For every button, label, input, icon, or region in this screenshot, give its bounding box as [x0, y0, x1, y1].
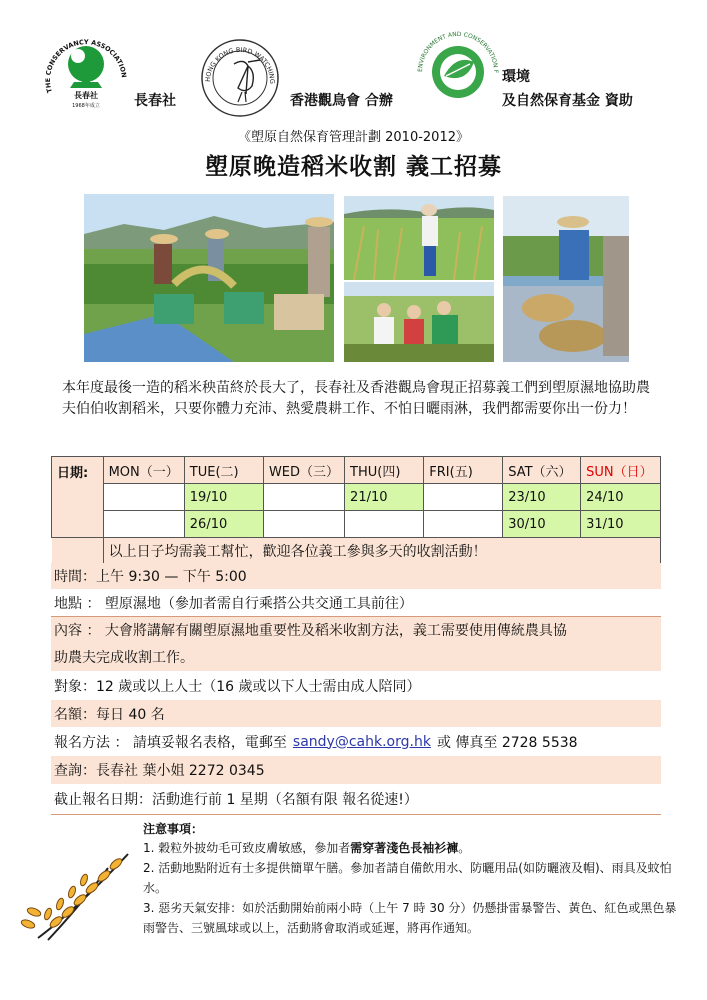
quota-row: 名額：每日 40 名 [51, 700, 661, 727]
photo-grain-in-hands [503, 196, 629, 362]
svg-text:HONG KONG BIRD WATCHING SOCIET: HONG KONG BIRD WATCHING [203, 45, 277, 84]
conservancy-association-logo [40, 26, 132, 110]
date-cell: 23/10 [503, 484, 581, 511]
date-cell [424, 511, 503, 538]
notes-list [143, 838, 683, 938]
day-header-tue: TUE(二) [184, 457, 263, 484]
day-header-fri: FRI(五) [424, 457, 503, 484]
svg-text:ENVIRONMENT AND CONSERVATION F: ENVIRONMENT AND CONSERVATION F [416, 30, 500, 74]
schedule-note: 以上日子均需義工幫忙，歡迎各位義工參與多天的收割活動！ [103, 538, 660, 565]
signup-row [51, 728, 661, 755]
day-header-sun: SUN（日） [581, 457, 661, 484]
hkbws-label: 香港觀鳥會 合辦 [290, 93, 393, 109]
schedule-table [51, 456, 661, 565]
day-header-sat: SAT（六） [503, 457, 581, 484]
note-item-1: 1. 穀粒外披幼毛可致皮膚敏感，參加者需穿著淺色長袖衫褲。 [143, 841, 471, 855]
photo-farmers-harvesting [84, 194, 334, 362]
intro-paragraph: 本年度最後一造的稻米秧苗終於長大了，長春社及香港觀鳥會現正招募義工們到塱原濕地協助農夫伯伯收割稻米，只要你體力充沛、熱愛農耕工作、不怕日曬雨淋，我們都需要你出一份力！ [62, 380, 650, 417]
content-row-2: 助農夫完成收割工作。 [51, 643, 661, 671]
note-item-2: 2. 活動地點附近有士多提供簡單午膳。參加者請自備飲用水、防曬用品(如防曬液及帽)、雨具及蚊怕水。 [143, 861, 672, 895]
ecf-label-line1: 環境 [502, 69, 530, 85]
photo-volunteers-group [344, 282, 494, 362]
ca-logo-text: 長春社 [74, 91, 98, 100]
date-cell [345, 511, 424, 538]
date-cell: 19/10 [184, 484, 263, 511]
ecf-logo [412, 26, 504, 118]
date-cell: 26/10 [184, 511, 263, 538]
enquiry-row: 查詢：長春社 葉小姐 2272 0345 [51, 756, 661, 784]
page-title: 塱原晚造稻米收割 義工招募 [204, 154, 502, 180]
day-header-mon: MON（一） [103, 457, 184, 484]
signup-email-link[interactable]: sandy@cahk.org.hk [292, 733, 431, 750]
svg-text:1968年成立: 1968年成立 [72, 103, 100, 109]
date-cell [103, 511, 184, 538]
location-row: 地點 ： 塱原濕地（參加者需自行乘搭公共交通工具前往） [54, 596, 413, 612]
day-header-wed: WED（三） [263, 457, 344, 484]
note-item-3: 3. 惡劣天氣安排：如於活動開始前兩小時（上午 7 時 30 分）仍懸掛雷暴警告、黃色、紅色或黑色暴雨警告、三號風球或以上，活動將會取消或延遲，將再作通知。 [143, 901, 677, 935]
hkbws-logo [198, 36, 282, 120]
content-row-1: 內容 ： 大會將講解有關塱原濕地重要性及稻米收割方法，義工需要使用傳統農具協 [51, 617, 661, 643]
date-cell: 30/10 [503, 511, 581, 538]
svg-text:THE CONSERVANCY ASSOCIATION: THE CONSERVANCY ASSOCIATION [43, 38, 128, 94]
date-cell: 21/10 [345, 484, 424, 511]
time-row: 時間：上午 9:30 — 下午 5:00 [51, 563, 661, 589]
ca-label: 長春社 [134, 93, 176, 109]
date-label: 日期: [52, 457, 104, 538]
signup-prefix: 報名方法 ： 請填妥報名表格，電郵至 [54, 734, 287, 751]
date-cell [424, 484, 503, 511]
target-row: 對象：12 歲或以上人士（16 歲或以下人士需由成人陪同） [54, 678, 421, 695]
day-header-thu: THU(四) [345, 457, 424, 484]
ecf-label-line2: 及自然保育基金 資助 [502, 93, 633, 109]
project-subtitle: 《塱原自然保育管理計劃 2010-2012》 [238, 130, 469, 145]
signup-suffix: 或 傳真至 2728 5538 [436, 734, 578, 751]
notes-title: 注意事項： [143, 822, 204, 836]
date-cell [263, 484, 344, 511]
date-cell: 31/10 [581, 511, 661, 538]
date-cell [263, 511, 344, 538]
wheat-icon [18, 848, 136, 944]
photo-rice-stalks [344, 196, 494, 280]
date-cell: 24/10 [581, 484, 661, 511]
date-cell [103, 484, 184, 511]
deadline-row: 截止報名日期：活動進行前 1 星期（名額有限 報名從速!） [54, 792, 418, 808]
